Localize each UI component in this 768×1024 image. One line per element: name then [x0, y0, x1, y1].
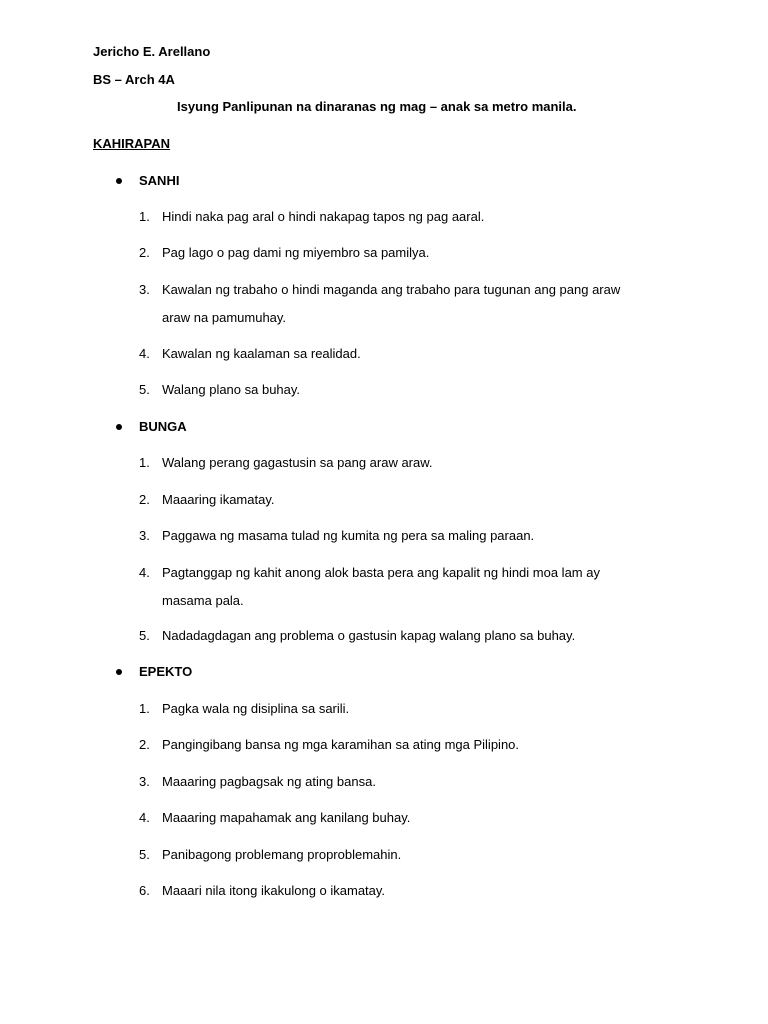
list-item-text: Panibagong problemang proproblemahin.	[162, 847, 402, 862]
item-number: 4.	[139, 346, 150, 361]
item-number: 6.	[139, 883, 150, 898]
section-heading: KAHIRAPAN	[93, 136, 171, 151]
item-number: 3.	[139, 774, 150, 789]
list-item-text: Hindi naka pag aral o hindi nakapag tapos ng pag aaral.	[162, 209, 485, 224]
group-label: EPEKTO	[139, 664, 193, 679]
item-number: 1.	[139, 209, 150, 224]
group-label: BUNGA	[139, 419, 187, 434]
list-item-text: Maaari nila itong ikakulong o ikamatay.	[162, 883, 386, 898]
item-number: 4.	[139, 565, 150, 580]
item-number: 5.	[139, 628, 150, 643]
item-number: 1.	[139, 701, 150, 716]
item-number: 3.	[139, 282, 150, 297]
item-number: 1.	[139, 455, 150, 470]
course-section: BS – Arch 4A	[93, 72, 175, 87]
list-item-text: Walang plano sa buhay.	[162, 382, 301, 397]
bullet-icon	[116, 669, 122, 675]
item-number: 5.	[139, 847, 150, 862]
bullet-icon	[116, 178, 122, 184]
item-number: 2.	[139, 492, 150, 507]
item-number: 3.	[139, 528, 150, 543]
list-item-text: Maaaring pagbagsak ng ating bansa.	[162, 774, 376, 789]
list-item-text: Pangingibang bansa ng mga karamihan sa ating mga Pilipino.	[162, 737, 520, 752]
list-item-text: Maaaring mapahamak ang kanilang buhay.	[162, 810, 411, 825]
document-title: Isyung Panlipunan na dinaranas ng mag – anak sa metro manila.	[177, 99, 577, 114]
list-item-text: Paggawa ng masama tulad ng kumita ng pera sa maling paraan.	[162, 528, 535, 543]
list-item-text: Pagka wala ng disiplina sa sarili.	[162, 701, 350, 716]
list-item-text: Kawalan ng trabaho o hindi maganda ang trabaho para tugunan ang pang araw	[162, 282, 621, 297]
item-number: 4.	[139, 810, 150, 825]
list-item-text: Pagtanggap ng kahit anong alok basta pera ang kapalit ng hindi moa lam ay	[162, 565, 600, 580]
list-item-text: Walang perang gagastusin sa pang araw araw.	[162, 455, 433, 470]
author-name: Jericho E. Arellano	[93, 44, 211, 59]
list-item-text: araw na pamumuhay.	[162, 310, 287, 325]
bullet-icon	[116, 424, 122, 430]
list-item-text: Nadadagdagan ang problema o gastusin kapag walang plano sa buhay.	[162, 628, 576, 643]
list-item-text: Maaaring ikamatay.	[162, 492, 275, 507]
item-number: 2.	[139, 737, 150, 752]
group-label: SANHI	[139, 173, 180, 188]
list-item-text: masama pala.	[162, 593, 244, 608]
item-number: 2.	[139, 245, 150, 260]
list-item-text: Kawalan ng kaalaman sa realidad.	[162, 346, 361, 361]
item-number: 5.	[139, 382, 150, 397]
list-item-text: Pag lago o pag dami ng miyembro sa pamilya.	[162, 245, 430, 260]
